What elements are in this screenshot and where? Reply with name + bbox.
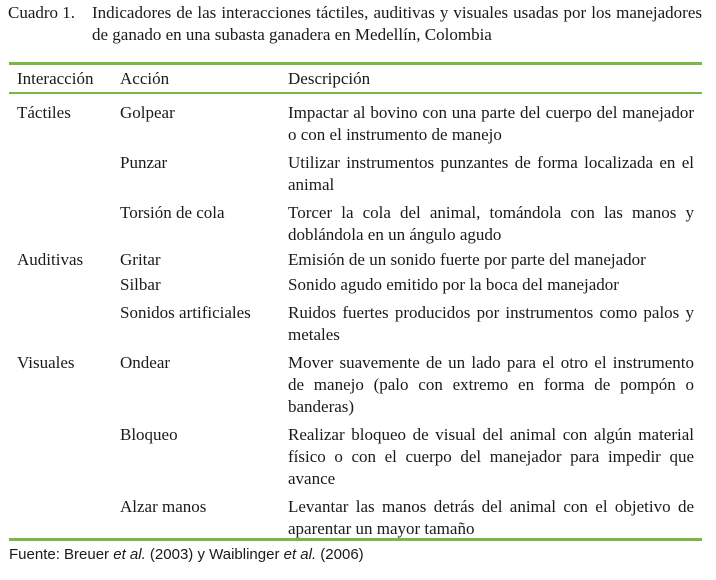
cell-interaccion <box>9 146 112 196</box>
cell-accion: Ondear <box>120 353 171 372</box>
cell-accion: Alzar manos <box>120 497 207 516</box>
table-row <box>9 146 702 196</box>
cell-descripcion: Torcer la cola del animal, tomándola con las manos y doblándola en un ángulo agudo <box>288 203 694 244</box>
cell-accion: Gritar <box>120 250 161 269</box>
column-header-accion: Acción <box>120 69 170 88</box>
cell-descripcion: Ruidos fuertes producidos por instrumentos como palos y metales <box>288 303 694 344</box>
cell-interaccion <box>9 196 112 246</box>
cell-descripcion: Impactar al bovino con una parte del cuerpo del manejador o con el instrumento de manejo <box>288 103 694 144</box>
cell-interaccion <box>9 296 112 346</box>
cell-interaccion <box>9 418 112 490</box>
table-row <box>9 246 702 271</box>
table-row <box>9 346 702 418</box>
cell-accion: Sonidos artificiales <box>120 303 251 322</box>
cell-interaccion: Auditivas <box>17 250 84 269</box>
caption-text: Indicadores de las interacciones táctiles, auditivas y visuales usadas por los manejadores de ganado en una subasta ganadera en Medellín, Colombia <box>92 3 702 44</box>
cell-descripcion: Sonido agudo emitido por la boca del manejador <box>288 275 619 294</box>
cell-interaccion: Táctiles <box>17 103 71 122</box>
source-prefix: Fuente: Breuer <box>9 546 114 563</box>
source-suffix: (2006) <box>316 546 364 563</box>
table-caption <box>8 2 708 46</box>
cell-accion: Torsión de cola <box>120 203 225 222</box>
cell-accion: Silbar <box>120 275 161 294</box>
table-row <box>9 271 702 296</box>
cell-descripcion: Realizar bloqueo de visual del animal con algún material físico o con el cuerpo del manejador para impedir que avance <box>288 425 694 488</box>
source-middle: (2003) y Waiblinger <box>145 546 284 563</box>
cell-accion: Golpear <box>120 103 175 122</box>
cell-accion: Bloqueo <box>120 425 178 444</box>
table-row <box>9 196 702 246</box>
table-row <box>9 418 702 490</box>
indicators-table <box>9 66 702 540</box>
bottom-rule <box>9 538 702 541</box>
source-etal-2: et al. <box>283 546 317 563</box>
cell-interaccion <box>9 271 112 296</box>
cell-descripcion: Utilizar instrumentos punzantes de forma localizada en el animal <box>288 153 694 194</box>
source-note <box>9 545 364 565</box>
cell-interaccion: Visuales <box>17 353 75 372</box>
cell-accion: Punzar <box>120 153 168 172</box>
top-rule <box>9 62 702 65</box>
caption-label: Cuadro 1. <box>8 3 76 22</box>
table-row <box>9 94 702 146</box>
cell-descripcion: Mover suavemente de un lado para el otro el instrumento de manejo (palo con extremo en forma de pompón o banderas) <box>288 353 694 416</box>
table-row <box>9 490 702 540</box>
table-header-row <box>9 66 702 94</box>
cell-descripcion: Emisión de un sonido fuerte por parte del manejador <box>288 250 646 269</box>
table-row <box>9 296 702 346</box>
column-header-descripcion: Descripción <box>288 69 371 88</box>
cell-interaccion <box>9 490 112 540</box>
cell-descripcion: Levantar las manos detrás del animal con el objetivo de aparentar un mayor tamaño <box>288 497 694 538</box>
source-etal-1: et al. <box>113 546 146 563</box>
column-header-interaccion: Interacción <box>17 69 94 88</box>
